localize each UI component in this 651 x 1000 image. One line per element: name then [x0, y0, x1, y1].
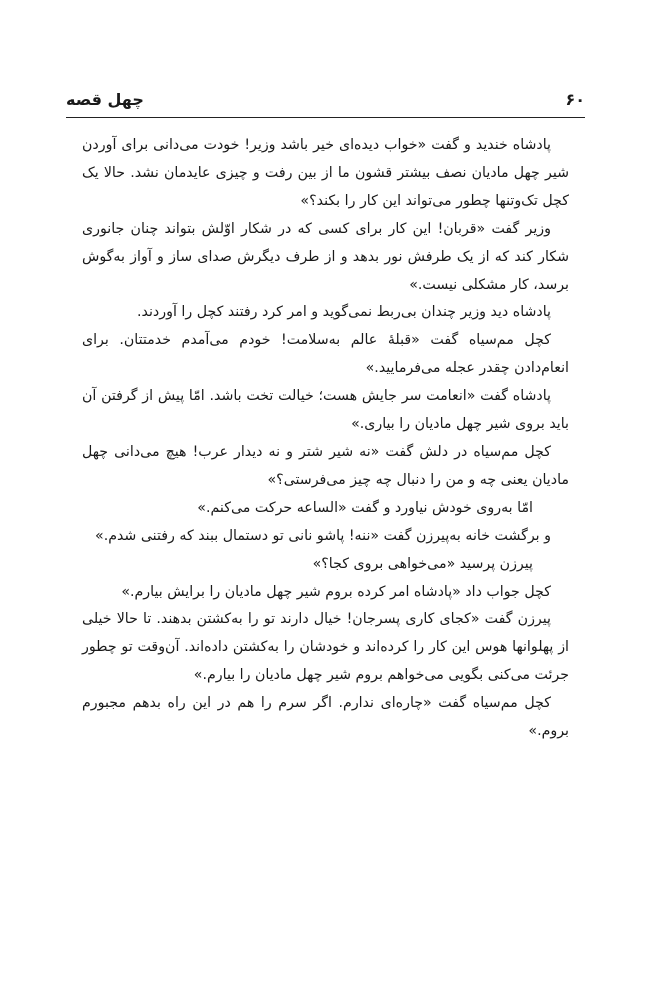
paragraph: وزیر گفت «قربان! این کار برای کسی که در شکار اوّلش بتواند چنان جانوری شکار کند که از یک طرفش نور بدهد و از طرف دیگرش صدای ساز و آواز به‌گوش برسد، کار مشکلی نیست.»	[82, 220, 569, 293]
header-rule	[66, 117, 585, 118]
page-number: ۶۰	[565, 90, 585, 109]
paragraph: پادشاه دید وزیر چندان بی‌ربط نمی‌گوید و امر کرد رفتند کچل را آوردند.	[137, 304, 551, 321]
paragraph: کچل مم‌سیاه در دلش گفت «نه شیر شتر و نه دیدار عرب! هیچ می‌دانی چهل مادیان یعنی چه و من را دنبال چه چیز می‌فرستی؟»	[82, 443, 569, 488]
paragraph: پادشاه خندید و گفت «خواب دیده‌ای خیر باشد وزیر! خودت می‌دانی برای آوردن شیر چهل مادیان نصف بیشتر قشون ما از بین رفت و چیزی عایدمان نشد. حالا یک کچل تک‌وتنها چطور می‌تواند این کار را بکند؟»	[82, 137, 569, 209]
paragraph: امّا به‌روی خودش نیاورد و گفت «الساعه حرکت می‌کنم.»	[197, 499, 533, 516]
paragraph: کچل مم‌سیاه گفت «قبلهٔ عالم به‌سلامت! خودم می‌آمدم خدمتتان. برای انعام‌دادن چقدر عجله می‌فرمایید.»	[82, 332, 569, 377]
paragraph: پیرزن پرسید «می‌خواهی بروی کجا؟»	[312, 555, 533, 572]
running-title: چهل قصه	[66, 90, 144, 109]
paragraph: پیرزن گفت «کجای کاری پسرجان! خیال دارند تو را به‌کشتن بدهند. تا حالا خیلی از پهلوانها هوس این کار را کرده‌اند و خودشان را به‌کشتن داده‌اند. آن‌وقت تو چطور جرئت می‌کنی بگویی می‌خواهم بروم شیر چهل مادیان را بیارم.»	[82, 611, 569, 684]
paragraph: و برگشت خانه به‌پیرزن گفت «ننه! پاشو نانی تو دستمال ببند که رفتنی شدم.»	[95, 527, 551, 544]
paragraph: کچل مم‌سیاه گفت «چاره‌ای ندارم. اگر سرم را هم در این راه بدهم مجبورم بروم.»	[82, 695, 569, 740]
paragraph: پادشاه گفت «انعامت سر جایش هست؛ خیالت تخت باشد. امّا پیش از گرفتن آن باید بروی شیر چهل مادیان را بیاری.»	[82, 388, 569, 433]
story-text	[82, 132, 569, 746]
page-header	[66, 86, 585, 120]
paragraph: کچل جواب داد «پادشاه امر کرده بروم شیر چهل مادیان را برایش بیارم.»	[121, 583, 551, 600]
